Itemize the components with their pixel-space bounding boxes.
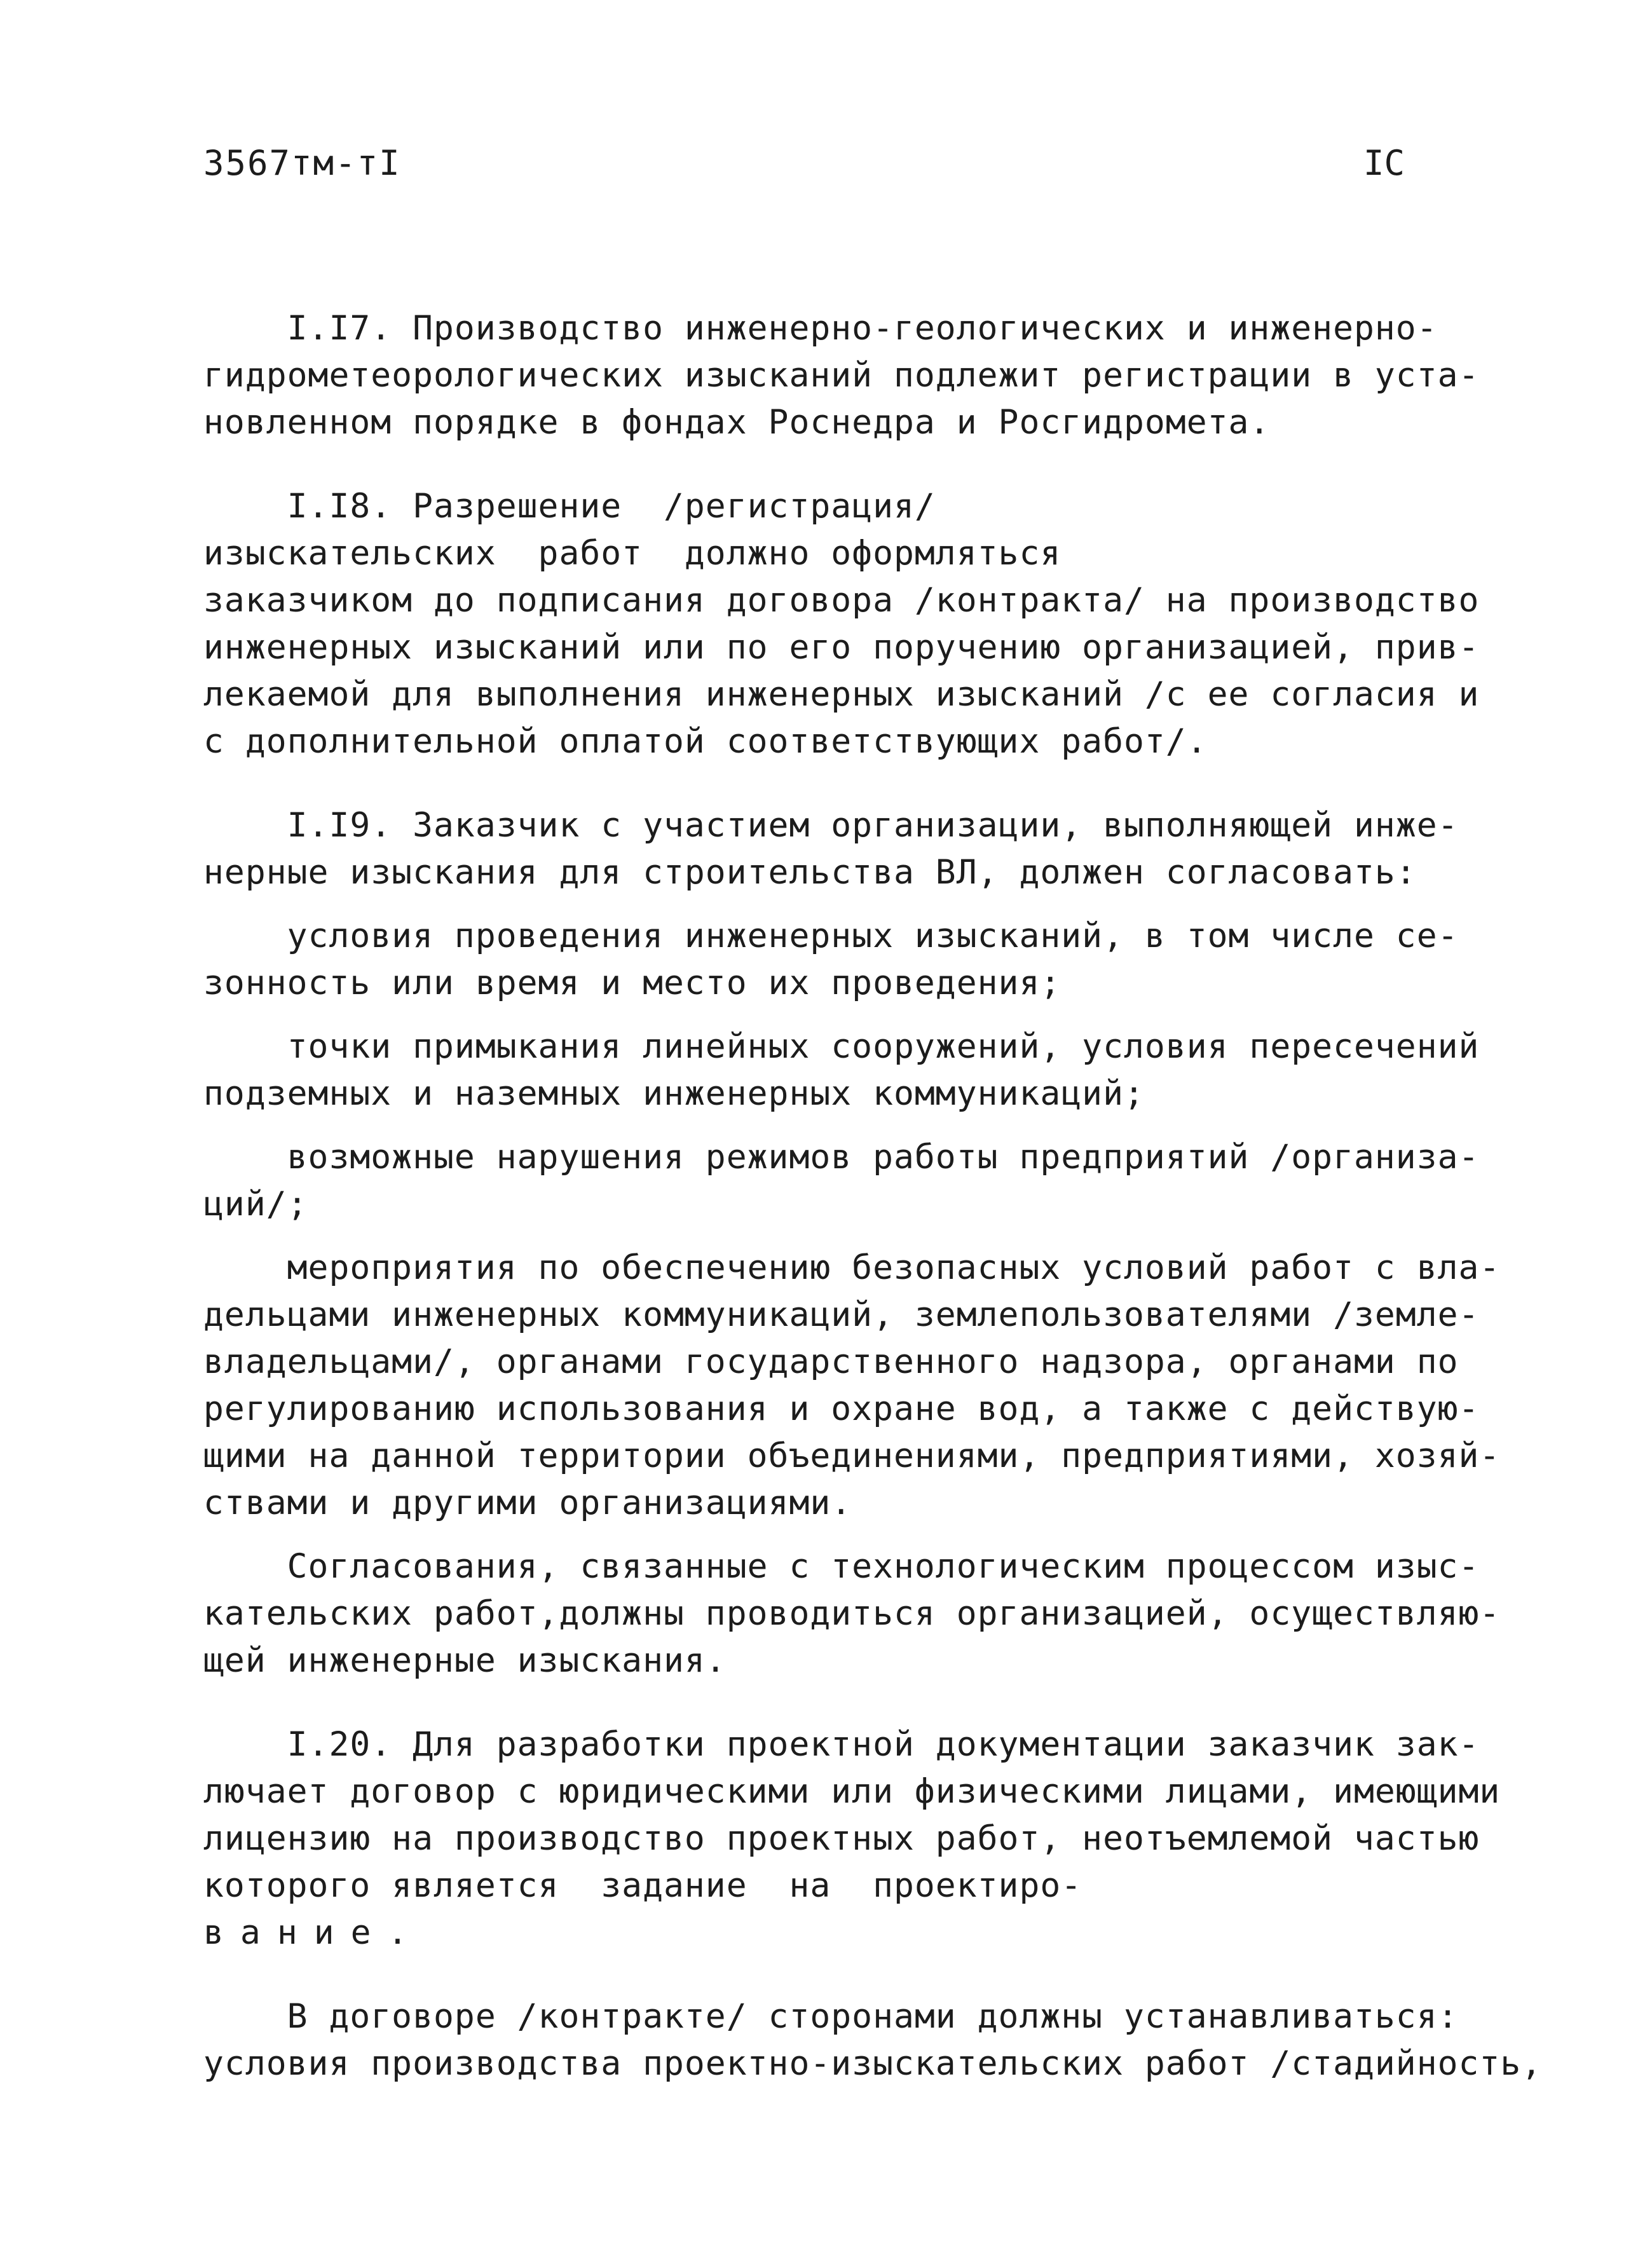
document-id: 3567тм-тI	[203, 143, 401, 183]
text-line: нерные изыскания для строительства ВЛ, должен согласовать:	[203, 853, 1417, 892]
text-line: условия проведения инженерных изысканий, в том числе се-	[203, 917, 1459, 955]
text-line-spaced: которого является задание на проектиро-	[203, 1866, 1082, 1905]
text-line: точки примыкания линейных сооружений, условия пересечений	[203, 1027, 1480, 1066]
text-line: с дополнительной оплатой соответствующих работ/.	[203, 722, 1208, 761]
text-line: ствами и другими организациями.	[203, 1484, 852, 1522]
text-line: лицензию на производство проектных работ, неотъемлемой частью	[203, 1819, 1480, 1858]
paragraph-safety-measures	[203, 1245, 1501, 1527]
text-line: Согласования, связанные с технологическим процессом изыс-	[203, 1547, 1480, 1586]
text-line: I.I9. Заказчик с участием организации, выполняющей инже-	[203, 806, 1459, 845]
text-line: заказчиком до подписания договора /контракта/ на производство	[203, 581, 1480, 620]
text-line: щей инженерные изыскания.	[203, 1641, 727, 1680]
text-line: I.20. Для разработки проектной документации заказчик зак-	[203, 1725, 1480, 1764]
text-line: новленном порядке в фондах Роснедра и Росгидромета.	[203, 403, 1271, 442]
page-header	[203, 143, 1405, 194]
text-line: щими на данной территории объединениями, предприятиями, хозяй-	[203, 1437, 1501, 1475]
text-line-spaced: I.I8. Разрешение /регистрация/	[203, 487, 936, 526]
text-line: В договоре /контракте/ сторонами должны устанавливаться:	[203, 1997, 1459, 2036]
paragraph-1-17	[203, 305, 1480, 446]
text-line-spaced: изыскательских работ должно оформляться	[203, 534, 1062, 573]
document-body	[203, 305, 1543, 2087]
text-line: условия производства проектно-изыскательских работ /стадийность,	[203, 2044, 1543, 2083]
paragraph-conditions	[203, 913, 1459, 1007]
paragraph-possible-violations	[203, 1134, 1480, 1228]
paragraph-1-20	[203, 1721, 1501, 1956]
paragraph-junction-points	[203, 1023, 1480, 1117]
text-line: дельцами инженерных коммуникаций, землепользователями /земле-	[203, 1295, 1480, 1334]
text-line: возможные нарушения режимов работы предприятий /организа-	[203, 1138, 1480, 1177]
text-line: регулированию использования и охране вод, а также с действую-	[203, 1389, 1480, 1428]
text-line: лекаемой для выполнения инженерных изысканий /с ее согласия и	[203, 675, 1480, 714]
text-line: ций/;	[203, 1185, 308, 1224]
paragraph-contract	[203, 1993, 1543, 2087]
paragraph-1-18	[203, 483, 1480, 765]
text-line: I.I7. Производство инженерно-геологических и инженерно-	[203, 309, 1438, 348]
text-line: подземных и наземных инженерных коммуникаций;	[203, 1074, 1145, 1113]
text-line: владельцами/, органами государственного надзора, органами по	[203, 1342, 1459, 1381]
text-line: инженерных изысканий или по его поручению организацией, прив-	[203, 628, 1480, 667]
paragraph-1-19	[203, 802, 1459, 896]
page-number: IC	[1363, 143, 1405, 183]
text-line: гидрометеорологических изысканий подлежит регистрации в уста-	[203, 356, 1480, 395]
text-line: кательских работ,должны проводиться организацией, осуществляю-	[203, 1594, 1501, 1633]
text-line: лючает договор с юридическими или физическими лицами, имеющими	[203, 1772, 1501, 1811]
text-line: мероприятия по обеспечению безопасных условий работ с вла-	[203, 1248, 1501, 1287]
paragraph-approvals	[203, 1543, 1501, 1684]
text-line-spaced: вание.	[203, 1913, 425, 1952]
text-line: зонность или время и место их проведения;	[203, 964, 1062, 1002]
